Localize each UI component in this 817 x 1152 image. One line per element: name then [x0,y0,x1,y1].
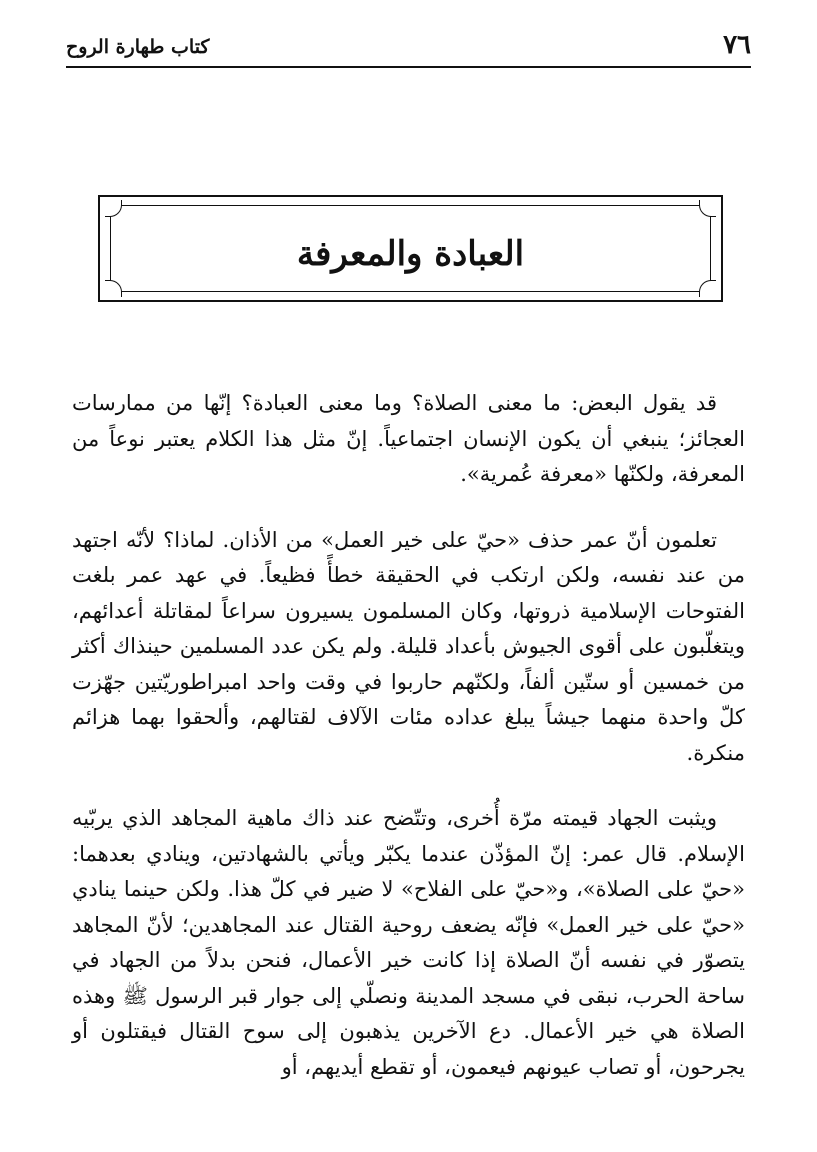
paragraph: تعلمون أنّ عمر حذف «حيّ على خير العمل» من الأذان. لماذا؟ لأنّه اجتهد من عند نفسه، ولكن ارتكب في الحقيقة خطأً فظيعاً. في عهد عمر بلغت الفتوحات الإسلامية ذروتها، وكان المسلمون يسيرون سراعاً لمقاتلة أعدائهم، ويتغلّبون على أقوى الجيوش بأعداد قليلة. ولم يكن عدد المسلمين حينذاك أكثر من خمسين أو ستّين ألفاً، ولكنّهم حاربوا في وقت واحد امبراطوريّتين جهّزت كلّ واحدة منهما جيشاً يبلغ عداده مئات الآلاف لقتالهم، وألحقوا بهما هزائم منكرة. [72,527,745,765]
chapter-title-inner-frame [110,205,711,292]
frame-corner-ornament [105,200,122,217]
chapter-title-frame [98,195,723,302]
frame-corner-ornament [105,280,122,297]
running-header [66,26,751,68]
frame-corner-ornament [699,200,716,217]
paragraph: ويثبت الجهاد قيمته مرّة أُخرى، وتتّضح عند ذاك ماهية المجاهد الذي يربّيه الإسلام. قال عمر: إنّ المؤذّن عندما يكبّر ويأتي بالشهادتين، وينادي بعدهما: «حيّ على الصلاة»، و«حيّ على الفلاح» لا ضير في كلّ هذا. ولكن حينما ينادي «حيّ على خير العمل» فإنّه يضعف روحية القتال عند المجاهدين؛ لأنّ المجاهد يتصوّر في نفسه أنّ الصلاة إذا كانت خير الأعمال، فنحن بدلاً من الجهاد في ساحة الحرب، نبقى في مسجد المدينة ونصلّي إلى جوار قبر الرسول ﷺ وهذه الصلاة هي خير الأعمال. دع الآخرين يذهبون إلى سوح القتال فيقتلون أو يجرحون، أو تصاب عيونهم فيعمون، أو تقطع أيديهم، أو [72,806,745,1079]
paragraph: قد يقول البعض: ما معنى الصلاة؟ وما معنى العبادة؟ إنّها من ممارسات العجائز؛ ينبغي أن يكون الإنسان اجتماعياً. إنّ مثل هذا الكلام يعتبر نوعاً من المعرفة، ولكنّها «معرفة عُمرية». [72,391,745,486]
book-title: كتاب طهارة الروح [66,36,210,58]
frame-corner-ornament [699,280,716,297]
body-text [72,386,745,1115]
chapter-title: العبادة والمعرفة [296,234,525,274]
page-number: ٧٦ [723,30,751,60]
